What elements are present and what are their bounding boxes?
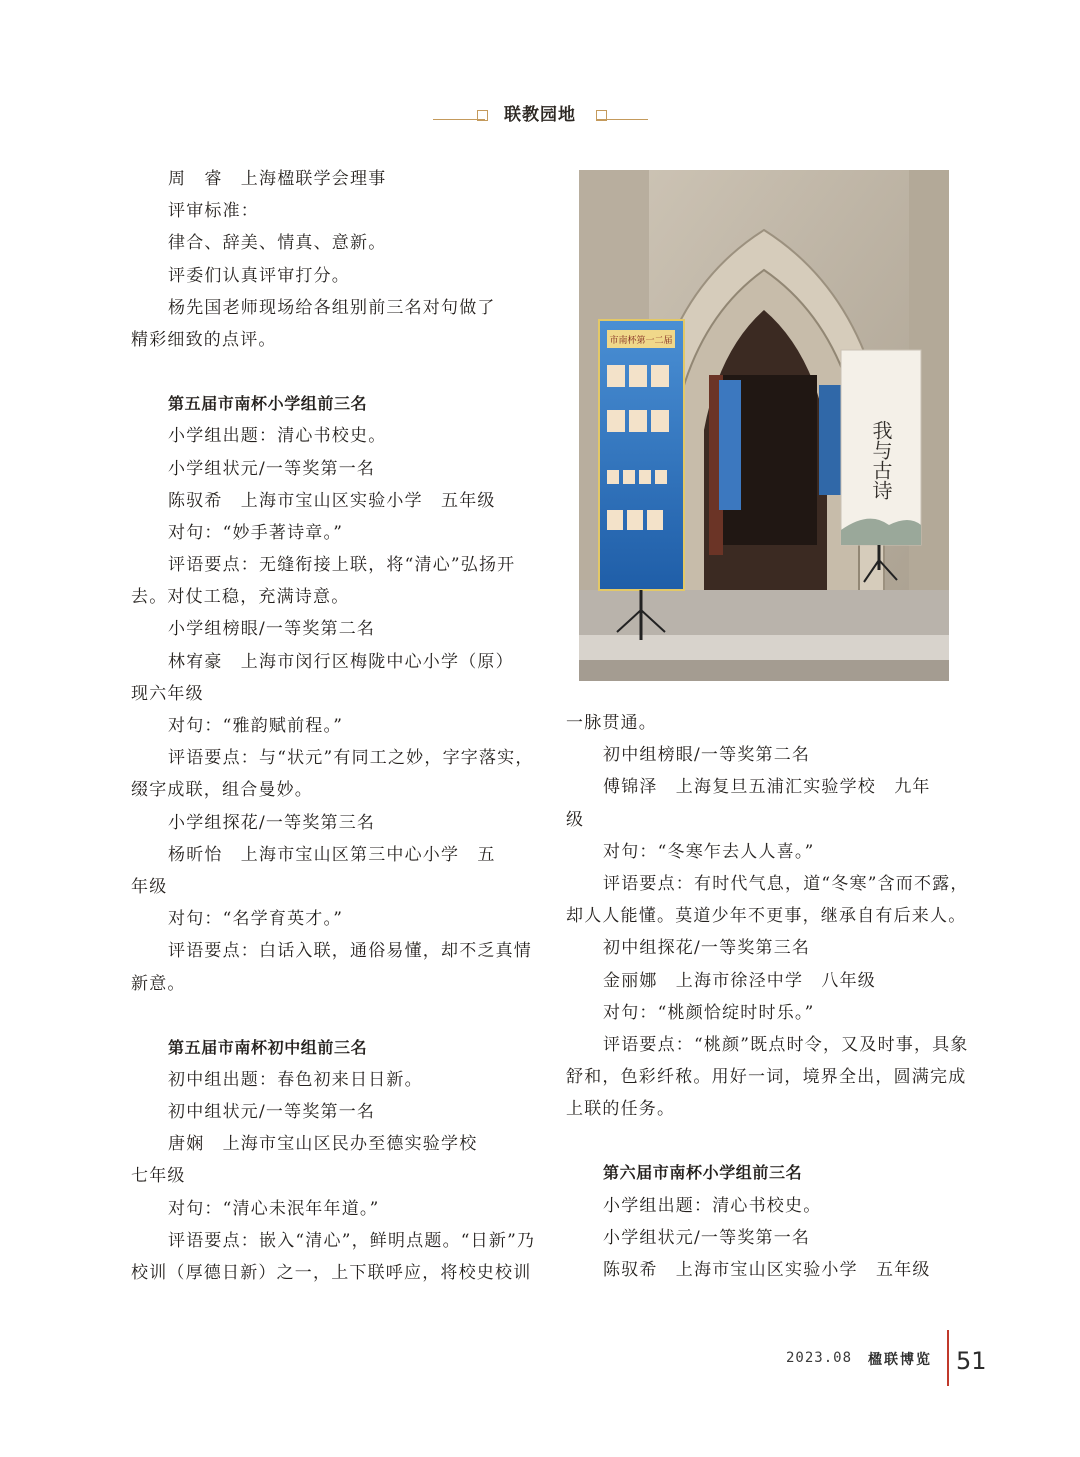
text-line: 小学组状元/一等奖第一名 bbox=[168, 458, 376, 479]
text-line: 舒和，色彩纤秾。用好一词，境界全出，圆满完成 bbox=[566, 1067, 967, 1088]
text-line: 新意。 bbox=[131, 973, 186, 994]
text-line: 对句：“清心未泯年年道。” bbox=[168, 1198, 380, 1219]
left-text-column bbox=[131, 163, 536, 1289]
text-line: 初中组出题：春色初来日日新。 bbox=[168, 1069, 423, 1090]
text-line: 现六年级 bbox=[131, 683, 204, 704]
section-heading: 第五届市南杯小学组前三名 bbox=[168, 394, 368, 414]
text-line: 一脉贯通。 bbox=[566, 713, 657, 733]
text-line: 年级 bbox=[131, 876, 168, 897]
text-line: 对句：“冬寒乍去人人喜。” bbox=[603, 841, 815, 862]
text-line: 去。对仗工稳，充满诗意。 bbox=[131, 587, 350, 608]
text-line: 杨先国老师现场给各组别前三名对句做了 bbox=[168, 297, 496, 318]
text-line: 杨昕怡 上海市宝山区第三中心小学 五 bbox=[168, 844, 496, 865]
text-line: 评语要点：白话入联，通俗易懂，却不乏真情 bbox=[168, 941, 532, 962]
text-line: 小学组状元/一等奖第一名 bbox=[603, 1227, 811, 1248]
text-line: 却人人能懂。莫道少年不更事，继承自有后来人。 bbox=[566, 906, 967, 927]
text-line: 小学组探花/一等奖第三名 bbox=[168, 812, 376, 833]
text-line: 缀字成联，组合曼妙。 bbox=[131, 780, 313, 801]
header-ornament-left bbox=[477, 110, 488, 121]
text-line: 唐娴 上海市宝山区民办至德实验学校 bbox=[168, 1134, 478, 1155]
text-line: 初中组榜眼/一等奖第二名 bbox=[603, 745, 811, 766]
text-line: 陈驭希 上海市宝山区实验小学 五年级 bbox=[168, 490, 496, 511]
header-rule-right bbox=[596, 119, 648, 120]
text-line: 对句：“名学育英才。” bbox=[168, 909, 344, 930]
text-line: 初中组探花/一等奖第三名 bbox=[603, 938, 811, 959]
text-line: 小学组榜眼/一等奖第二名 bbox=[168, 619, 376, 640]
event-entrance-photo bbox=[579, 170, 949, 681]
page-header bbox=[0, 100, 1080, 130]
text-line: 傅锦泽 上海复旦五浦汇实验学校 九年 bbox=[603, 777, 931, 798]
issue-date: 2023.08 bbox=[786, 1350, 853, 1366]
right-text-column bbox=[566, 707, 969, 1286]
text-line: 对句：“雅韵赋前程。” bbox=[168, 716, 344, 736]
page-footer bbox=[0, 1330, 1080, 1390]
text-line: 级 bbox=[566, 809, 585, 830]
text-line: 金丽娜 上海市徐泾中学 八年级 bbox=[603, 970, 876, 991]
text-line: 评审标准： bbox=[168, 201, 259, 222]
text-line: 评语要点：与“状元”有同工之妙，字字落实， bbox=[168, 748, 534, 769]
page-number: 51 bbox=[956, 1347, 987, 1375]
text-line: 初中组状元/一等奖第一名 bbox=[168, 1102, 376, 1123]
footer-divider bbox=[947, 1330, 949, 1386]
text-line: 小学组出题：清心书校史。 bbox=[603, 1195, 822, 1216]
text-line: 评语要点：嵌入“清心”，鲜明点题。“日新”乃 bbox=[168, 1230, 536, 1251]
section-heading: 第六届市南杯小学组前三名 bbox=[603, 1163, 803, 1183]
text-line: 评语要点：无缝衔接上联，将“清心”弘扬开 bbox=[168, 555, 516, 576]
magazine-name: 楹联博览 bbox=[868, 1352, 932, 1368]
text-line: 律合、辞美、情真、意新。 bbox=[168, 233, 387, 254]
photo-illustration bbox=[579, 170, 949, 681]
text-line: 周 睿 上海楹联学会理事 bbox=[168, 169, 387, 189]
paragraph-spacer bbox=[131, 1000, 523, 1032]
text-line: 评委们认真评审打分。 bbox=[168, 265, 350, 286]
paragraph-spacer bbox=[131, 356, 523, 388]
text-line: 校训（厚德日新）之一，上下联呼应，将校史校训 bbox=[131, 1263, 532, 1283]
poster-left-title: 市南杯第一二届 bbox=[609, 336, 673, 346]
text-line: 陈驭希 上海市宝山区实验小学 五年级 bbox=[603, 1260, 931, 1280]
section-title: 联教园地 bbox=[504, 105, 576, 125]
banner-title: 我与古诗 bbox=[869, 420, 893, 500]
text-line: 小学组出题：清心书校史。 bbox=[168, 426, 387, 447]
text-line: 对句：“桃颜恰绽时时乐。” bbox=[603, 1002, 815, 1023]
text-line: 对句：“妙手著诗章。” bbox=[168, 522, 344, 543]
text-line: 精彩细致的点评。 bbox=[131, 329, 277, 350]
section-heading: 第五届市南杯初中组前三名 bbox=[168, 1037, 368, 1057]
text-line: 上联的任务。 bbox=[566, 1099, 676, 1120]
text-line: 评语要点：有时代气息，道“冬寒”含而不露， bbox=[603, 873, 969, 894]
paragraph-spacer bbox=[566, 1125, 956, 1157]
text-line: 评语要点：“桃颜”既点时令，又及时事，具象 bbox=[603, 1034, 969, 1055]
text-line: 林宥豪 上海市闵行区梅陇中心小学（原） bbox=[168, 651, 514, 672]
text-line: 七年级 bbox=[131, 1166, 186, 1187]
